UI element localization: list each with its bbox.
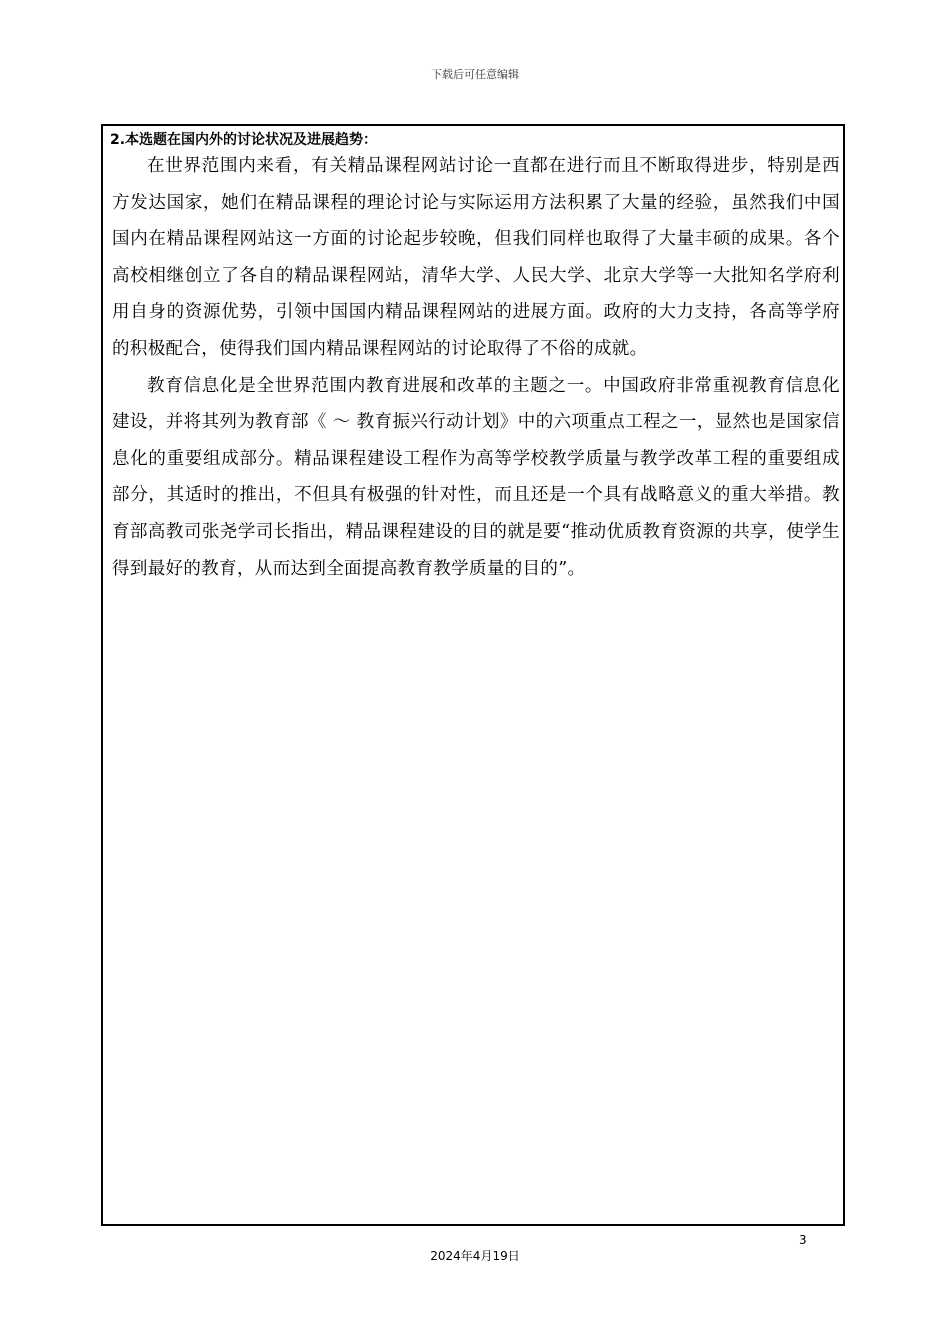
header-note: 下载后可任意编辑 xyxy=(431,68,519,81)
paragraph-1: 在世界范围内来看，有关精品课程网站讨论一直都在进行而且不断取得进步，特别是西方发达国家，她们在精品课程的理论讨论与实际运用方法积累了大量的经验，虽然我们中国国内在精品课程网站这一方面的讨论起步较晚，但我们同样也取得了大量丰硕的成果。各个高校相继创立了各自的精品课程网站，清华大学、人民大学、北京大学等一大批知名学府利用自身的资源优势，引领中国国内精品课程网站的进展方面。政府的大力支持，各高等学府的积极配合，使得我们国内精品课程网站的讨论取得了不俗的成就。 xyxy=(112,156,840,359)
content-box xyxy=(101,124,845,1226)
body-text xyxy=(112,148,840,587)
footer-date: 2024年4月19日 xyxy=(430,1249,520,1263)
section-heading: 2.本选题在国内外的讨论状况及进展趋势： xyxy=(110,132,378,148)
paragraph-2: 教育信息化是全世界范围内教育进展和改革的主题之一。中国政府非常重视教育信息化建设，并将其列为教育部《 ～ 教育振兴行动计划》中的六项重点工程之一，显然也是国家信息化的重要组成部分。精品课程建设工程作为高等学校教学质量与教学改革工程的重要组成部分，其适时的推出，不但具有极强的针对性，而且还是一个具有战略意义的重大举措。教育部高教司张尧学司长指出，精品课程建设的目的就是要“推动优质教育资源的共享，使学生得到最好的教育，从而达到全面提高教育教学质量的目的”。 xyxy=(112,375,840,579)
page-number: 3 xyxy=(799,1233,807,1247)
